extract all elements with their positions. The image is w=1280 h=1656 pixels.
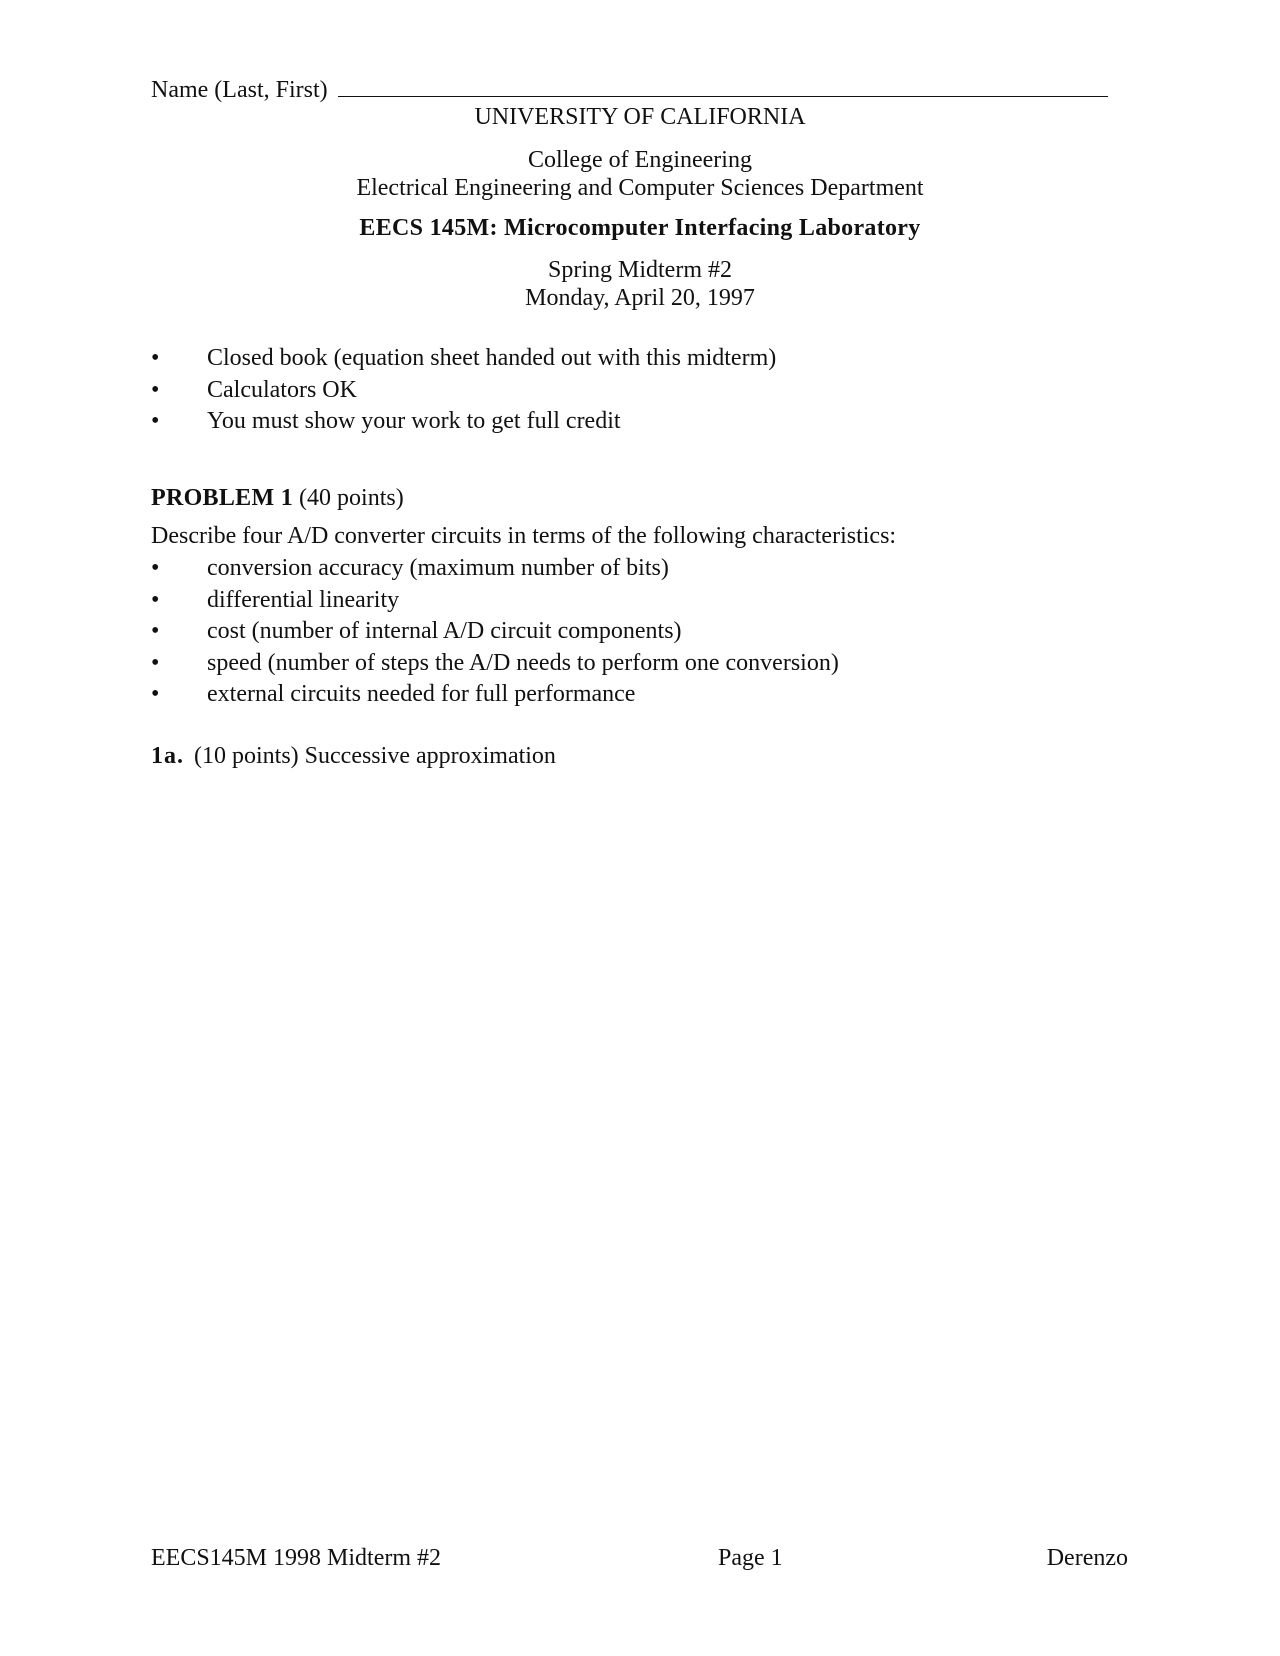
footer-author: Derenzo [1046,1545,1128,1571]
problem-1-points: (40 points) [299,485,404,511]
rule-item [151,343,776,375]
department-name: Electrical Engineering and Computer Sciences Department [356,175,924,201]
problem-1-heading [151,485,404,512]
university-name: UNIVERSITY OF CALIFORNIA [474,104,806,130]
rule-text: You must show your work to get full credit [207,408,621,434]
characteristic-text: conversion accuracy (maximum number of bits) [207,555,669,581]
question-1a [151,743,556,770]
question-1a-label: 1a. [151,743,184,769]
bullet-icon: • [151,555,160,581]
characteristic-text: speed (number of steps the A/D needs to perform one conversion) [207,649,839,676]
rule-text: Closed book (equation sheet handed out with this midterm) [207,345,777,371]
bullet-icon: • [151,649,160,676]
characteristic-item [151,585,839,617]
bullet-icon: • [151,618,160,644]
question-1a-text: (10 points) Successive approximation [194,743,556,769]
exam-name: Spring Midterm #2 [548,257,732,283]
exam-rules-list [151,343,776,438]
problem-1-intro: Describe four A/D converter circuits in terms of the following characteristics: [151,523,897,549]
rule-item [151,375,776,407]
course-title: EECS 145M: Microcomputer Interfacing Laboratory [359,215,921,241]
bullet-icon: • [151,681,160,707]
characteristics-list [151,553,839,711]
characteristic-item [151,679,839,711]
rule-text: Calculators OK [207,376,357,403]
bullet-icon: • [151,376,160,403]
problem-1-title: PROBLEM 1 [151,485,294,511]
bullet-icon: • [151,408,160,434]
rule-item [151,406,776,438]
exam-date: Monday, April 20, 1997 [525,285,755,311]
bullet-icon: • [151,586,160,613]
characteristic-item [151,648,839,680]
bullet-icon: • [151,345,160,371]
characteristic-item [151,553,839,585]
footer-course: EECS145M 1998 Midterm #2 [151,1545,442,1571]
name-field [151,74,1108,104]
characteristic-text: external circuits needed for full performance [207,681,636,707]
name-field-label: Name (Last, First) [151,77,328,103]
name-blank-line [338,74,1108,97]
footer-page-number: Page 1 [718,1545,783,1571]
characteristic-item [151,616,839,648]
characteristic-text: cost (number of internal A/D circuit components) [207,618,682,644]
characteristic-text: differential linearity [207,586,400,613]
college-name: College of Engineering [528,147,752,173]
